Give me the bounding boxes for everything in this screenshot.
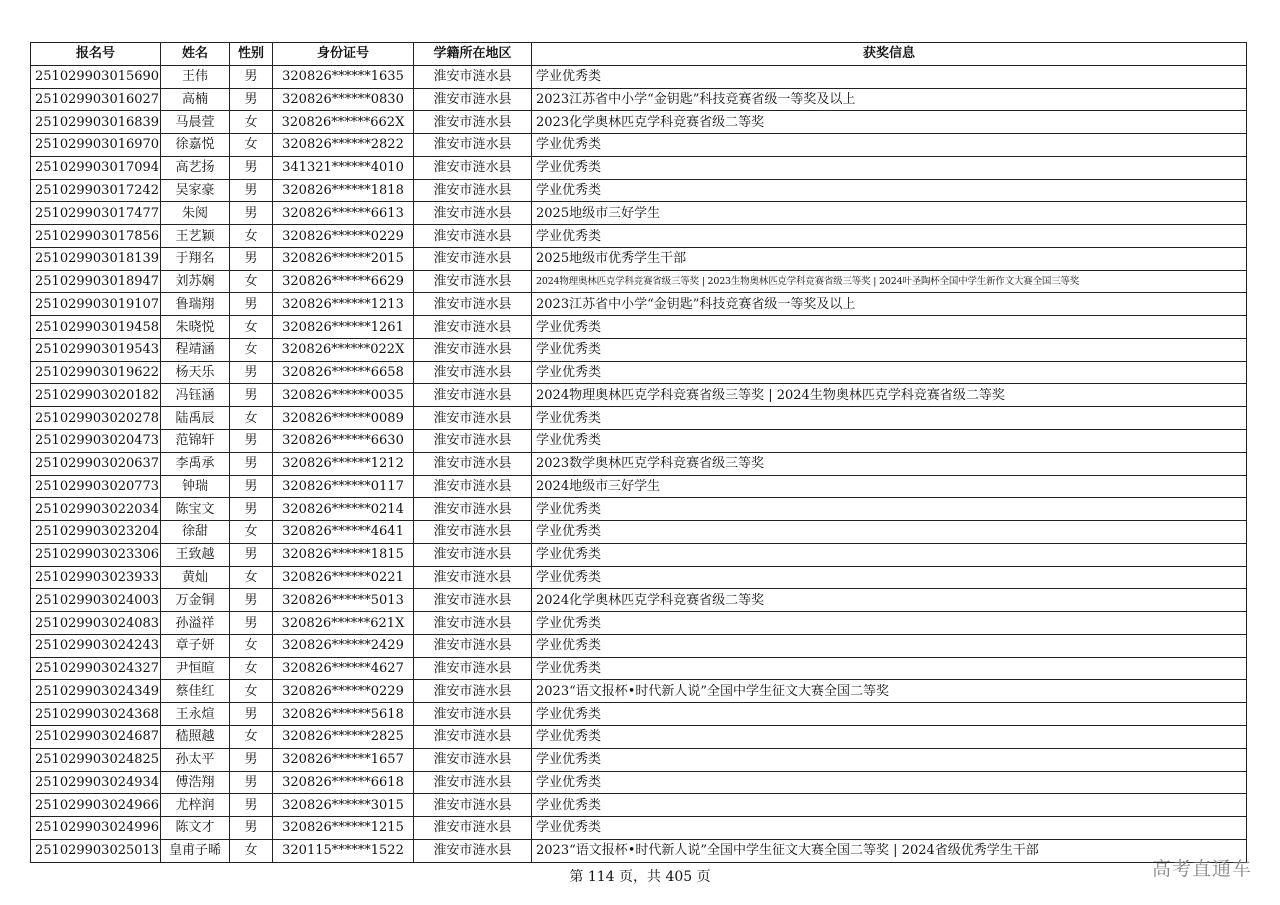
table-body (31, 65, 1247, 862)
cell-region: 淮安市涟水县 (414, 134, 532, 157)
cell-gender: 男 (230, 612, 273, 635)
cell-name: 孙溢祥 (161, 612, 230, 635)
cell-name: 黄灿 (161, 566, 230, 589)
cell-award-info: 学业优秀类 (532, 225, 1247, 248)
cell-registration-number: 251029903023204 (31, 521, 161, 544)
table-row (31, 407, 1247, 430)
cell-name: 章子妍 (161, 634, 230, 657)
cell-id-number: 320826******5618 (273, 703, 414, 726)
cell-award-info: 学业优秀类 (532, 703, 1247, 726)
cell-gender: 男 (230, 794, 273, 817)
table-row (31, 725, 1247, 748)
table-row (31, 475, 1247, 498)
cell-region: 淮安市涟水县 (414, 338, 532, 361)
table-row (31, 316, 1247, 339)
cell-gender: 男 (230, 543, 273, 566)
cell-id-number: 320826******2015 (273, 247, 414, 270)
cell-registration-number: 251029903024003 (31, 589, 161, 612)
cell-region: 淮安市涟水县 (414, 452, 532, 475)
cell-gender: 男 (230, 384, 273, 407)
cell-registration-number: 251029903019107 (31, 293, 161, 316)
cell-gender: 男 (230, 430, 273, 453)
cell-name: 陆禹辰 (161, 407, 230, 430)
table-row (31, 566, 1247, 589)
cell-id-number: 320826******1818 (273, 179, 414, 202)
cell-name: 钟瑞 (161, 475, 230, 498)
cell-id-number: 320826******4627 (273, 657, 414, 680)
cell-gender: 女 (230, 270, 273, 293)
cell-registration-number: 251029903016027 (31, 88, 161, 111)
cell-name: 刘苏娴 (161, 270, 230, 293)
cell-registration-number: 251029903018139 (31, 247, 161, 270)
cell-registration-number: 251029903017477 (31, 202, 161, 225)
cell-gender: 女 (230, 839, 273, 862)
cell-name: 程靖涵 (161, 338, 230, 361)
cell-gender: 男 (230, 817, 273, 840)
table-row (31, 134, 1247, 157)
cell-region: 淮安市涟水县 (414, 225, 532, 248)
table-row (31, 225, 1247, 248)
cell-registration-number: 251029903016839 (31, 111, 161, 134)
table-row (31, 247, 1247, 270)
cell-region: 淮安市涟水县 (414, 293, 532, 316)
cell-award-info: 2025地级市三好学生 (532, 202, 1247, 225)
cell-region: 淮安市涟水县 (414, 703, 532, 726)
cell-name: 徐甜 (161, 521, 230, 544)
table-row (31, 771, 1247, 794)
cell-gender: 男 (230, 202, 273, 225)
cell-gender: 男 (230, 65, 273, 88)
cell-region: 淮安市涟水县 (414, 771, 532, 794)
header-registration-number: 报名号 (31, 43, 161, 66)
page-footer: 第 114 页，共 405 页 (569, 869, 711, 885)
cell-name: 嵇照越 (161, 725, 230, 748)
cell-gender: 男 (230, 475, 273, 498)
table-row (31, 270, 1247, 293)
cell-registration-number: 251029903017856 (31, 225, 161, 248)
watermark: 高考直通车 (1151, 858, 1252, 880)
header-gender: 性别 (230, 43, 273, 66)
cell-name: 皇甫子晞 (161, 839, 230, 862)
cell-region: 淮安市涟水县 (414, 156, 532, 179)
header-name: 姓名 (161, 43, 230, 66)
cell-award-info: 学业优秀类 (532, 65, 1247, 88)
cell-award-info: 学业优秀类 (532, 748, 1247, 771)
table-row (31, 657, 1247, 680)
cell-id-number: 320826******4641 (273, 521, 414, 544)
table-row (31, 452, 1247, 475)
cell-region: 淮安市涟水县 (414, 316, 532, 339)
cell-award-info: 学业优秀类 (532, 407, 1247, 430)
cell-name: 徐嘉悦 (161, 134, 230, 157)
cell-registration-number: 251029903015690 (31, 65, 161, 88)
cell-id-number: 320826******0229 (273, 680, 414, 703)
cell-registration-number: 251029903019458 (31, 316, 161, 339)
table-row (31, 111, 1247, 134)
table-row (31, 156, 1247, 179)
cell-region: 淮安市涟水县 (414, 657, 532, 680)
cell-id-number: 320826******662X (273, 111, 414, 134)
cell-award-info: 学业优秀类 (532, 817, 1247, 840)
table-row (31, 634, 1247, 657)
cell-name: 尹恒暄 (161, 657, 230, 680)
cell-region: 淮安市涟水县 (414, 612, 532, 635)
cell-gender: 男 (230, 361, 273, 384)
cell-gender: 女 (230, 725, 273, 748)
cell-registration-number: 251029903025013 (31, 839, 161, 862)
cell-id-number: 320826******1635 (273, 65, 414, 88)
cell-award-info: 2023化学奥林匹克学科竞赛省级二等奖 (532, 111, 1247, 134)
cell-registration-number: 251029903024243 (31, 634, 161, 657)
cell-registration-number: 251029903018947 (31, 270, 161, 293)
cell-award-info: 2025地级市优秀学生干部 (532, 247, 1247, 270)
cell-name: 王艺颖 (161, 225, 230, 248)
cell-id-number: 320826******6629 (273, 270, 414, 293)
table-row (31, 543, 1247, 566)
cell-region: 淮安市涟水县 (414, 634, 532, 657)
cell-id-number: 320826******2825 (273, 725, 414, 748)
table-row (31, 612, 1247, 635)
cell-award-info: 学业优秀类 (532, 612, 1247, 635)
cell-id-number: 320826******1213 (273, 293, 414, 316)
cell-name: 吴家豪 (161, 179, 230, 202)
cell-registration-number: 251029903019543 (31, 338, 161, 361)
cell-region: 淮安市涟水县 (414, 384, 532, 407)
cell-gender: 男 (230, 589, 273, 612)
cell-id-number: 320826******3015 (273, 794, 414, 817)
cell-award-info: 学业优秀类 (532, 771, 1247, 794)
cell-id-number: 320826******1215 (273, 817, 414, 840)
cell-registration-number: 251029903022034 (31, 498, 161, 521)
cell-award-info: 学业优秀类 (532, 498, 1247, 521)
table-row (31, 839, 1247, 862)
cell-gender: 女 (230, 680, 273, 703)
cell-region: 淮安市涟水县 (414, 88, 532, 111)
cell-award-info: 学业优秀类 (532, 543, 1247, 566)
table-row (31, 361, 1247, 384)
cell-gender: 男 (230, 748, 273, 771)
cell-gender: 女 (230, 225, 273, 248)
cell-award-info: 学业优秀类 (532, 725, 1247, 748)
cell-name: 于翔名 (161, 247, 230, 270)
cell-region: 淮安市涟水县 (414, 407, 532, 430)
table-row (31, 293, 1247, 316)
cell-id-number: 320826******5013 (273, 589, 414, 612)
cell-gender: 女 (230, 338, 273, 361)
cell-id-number: 320826******1261 (273, 316, 414, 339)
cell-id-number: 320826******0229 (273, 225, 414, 248)
cell-award-info: 2023“语文报杯•时代新人说”全国中学生征文大赛全国二等奖 | 2024省级优秀学生干部 (532, 839, 1247, 862)
cell-registration-number: 251029903024966 (31, 794, 161, 817)
cell-id-number: 320826******6630 (273, 430, 414, 453)
cell-region: 淮安市涟水县 (414, 65, 532, 88)
cell-id-number: 320826******1212 (273, 452, 414, 475)
table-row (31, 88, 1247, 111)
cell-region: 淮安市涟水县 (414, 111, 532, 134)
table-row (31, 521, 1247, 544)
cell-award-info: 2023江苏省中小学“金钥匙”科技竞赛省级一等奖及以上 (532, 293, 1247, 316)
cell-id-number: 320826******2429 (273, 634, 414, 657)
cell-registration-number: 251029903024083 (31, 612, 161, 635)
cell-award-info: 2024物理奥林匹克学科竞赛省级三等奖 | 2024生物奥林匹克学科竞赛省级二等奖 (532, 384, 1247, 407)
cell-region: 淮安市涟水县 (414, 543, 532, 566)
cell-gender: 女 (230, 134, 273, 157)
cell-id-number: 320826******621X (273, 612, 414, 635)
cell-name: 王永煊 (161, 703, 230, 726)
cell-registration-number: 251029903020278 (31, 407, 161, 430)
cell-region: 淮安市涟水县 (414, 725, 532, 748)
award-table (30, 42, 1247, 863)
table-row (31, 703, 1247, 726)
cell-award-info: 2023江苏省中小学“金钥匙”科技竞赛省级一等奖及以上 (532, 88, 1247, 111)
cell-gender: 男 (230, 179, 273, 202)
cell-region: 淮安市涟水县 (414, 589, 532, 612)
cell-id-number: 320826******0089 (273, 407, 414, 430)
cell-id-number: 320826******0117 (273, 475, 414, 498)
cell-registration-number: 251029903024368 (31, 703, 161, 726)
cell-award-info: 2023数学奥林匹克学科竞赛省级三等奖 (532, 452, 1247, 475)
cell-registration-number: 251029903020182 (31, 384, 161, 407)
cell-name: 万金铜 (161, 589, 230, 612)
cell-gender: 男 (230, 498, 273, 521)
cell-registration-number: 251029903024825 (31, 748, 161, 771)
cell-registration-number: 251029903024687 (31, 725, 161, 748)
cell-id-number: 320826******0035 (273, 384, 414, 407)
cell-region: 淮安市涟水县 (414, 498, 532, 521)
table-row (31, 202, 1247, 225)
cell-gender: 女 (230, 316, 273, 339)
cell-award-info: 学业优秀类 (532, 316, 1247, 339)
cell-name: 高艺扬 (161, 156, 230, 179)
cell-registration-number: 251029903016970 (31, 134, 161, 157)
table-row (31, 338, 1247, 361)
cell-region: 淮安市涟水县 (414, 361, 532, 384)
cell-region: 淮安市涟水县 (414, 521, 532, 544)
table-row (31, 430, 1247, 453)
table-row (31, 748, 1247, 771)
cell-region: 淮安市涟水县 (414, 794, 532, 817)
cell-registration-number: 251029903020637 (31, 452, 161, 475)
cell-registration-number: 251029903019622 (31, 361, 161, 384)
cell-region: 淮安市涟水县 (414, 817, 532, 840)
cell-name: 杨天乐 (161, 361, 230, 384)
cell-registration-number: 251029903020773 (31, 475, 161, 498)
cell-id-number: 320826******0221 (273, 566, 414, 589)
cell-gender: 女 (230, 521, 273, 544)
table-row (31, 384, 1247, 407)
cell-name: 尤梓润 (161, 794, 230, 817)
cell-gender: 男 (230, 88, 273, 111)
cell-region: 淮安市涟水县 (414, 566, 532, 589)
cell-name: 冯钰涵 (161, 384, 230, 407)
cell-region: 淮安市涟水县 (414, 247, 532, 270)
cell-registration-number: 251029903024349 (31, 680, 161, 703)
cell-region: 淮安市涟水县 (414, 430, 532, 453)
cell-registration-number: 251029903024996 (31, 817, 161, 840)
cell-name: 傅浩翔 (161, 771, 230, 794)
cell-gender: 女 (230, 657, 273, 680)
cell-award-info: 学业优秀类 (532, 634, 1247, 657)
cell-award-info: 学业优秀类 (532, 134, 1247, 157)
cell-award-info: 学业优秀类 (532, 794, 1247, 817)
cell-award-info: 2024物理奥林匹克学科竞赛省级三等奖 | 2023生物奥林匹克学科竞赛省级三等奖 | 2024叶圣陶杯全国中学生新作文大赛全国三等奖 (532, 270, 1247, 293)
cell-name: 王致越 (161, 543, 230, 566)
cell-region: 淮安市涟水县 (414, 202, 532, 225)
table-row (31, 179, 1247, 202)
cell-gender: 男 (230, 703, 273, 726)
cell-registration-number: 251029903024327 (31, 657, 161, 680)
table-row (31, 794, 1247, 817)
cell-id-number: 320826******0830 (273, 88, 414, 111)
cell-name: 马晨萱 (161, 111, 230, 134)
cell-gender: 男 (230, 293, 273, 316)
table-row (31, 498, 1247, 521)
cell-name: 朱阅 (161, 202, 230, 225)
cell-award-info: 学业优秀类 (532, 361, 1247, 384)
cell-name: 孙太平 (161, 748, 230, 771)
cell-award-info: 学业优秀类 (532, 521, 1247, 544)
cell-name: 陈文才 (161, 817, 230, 840)
cell-gender: 男 (230, 247, 273, 270)
cell-name: 蔡佳红 (161, 680, 230, 703)
cell-gender: 男 (230, 156, 273, 179)
cell-registration-number: 251029903017242 (31, 179, 161, 202)
cell-registration-number: 251029903023306 (31, 543, 161, 566)
cell-registration-number: 251029903020473 (31, 430, 161, 453)
table-row (31, 817, 1247, 840)
cell-name: 高楠 (161, 88, 230, 111)
header-award-info: 获奖信息 (532, 43, 1247, 66)
cell-award-info: 学业优秀类 (532, 430, 1247, 453)
cell-gender: 男 (230, 452, 273, 475)
cell-name: 朱晓悦 (161, 316, 230, 339)
cell-award-info: 学业优秀类 (532, 657, 1247, 680)
cell-id-number: 320826******022X (273, 338, 414, 361)
cell-id-number: 320826******6613 (273, 202, 414, 225)
table-row (31, 589, 1247, 612)
cell-award-info: 2024化学奥林匹克学科竞赛省级二等奖 (532, 589, 1247, 612)
cell-award-info: 学业优秀类 (532, 566, 1247, 589)
cell-gender: 男 (230, 771, 273, 794)
cell-gender: 女 (230, 566, 273, 589)
cell-id-number: 320826******6658 (273, 361, 414, 384)
cell-name: 陈宝文 (161, 498, 230, 521)
cell-name: 鲁瑞翔 (161, 293, 230, 316)
cell-region: 淮安市涟水县 (414, 475, 532, 498)
header-id-number: 身份证号 (273, 43, 414, 66)
cell-id-number: 320826******1815 (273, 543, 414, 566)
cell-award-info: 学业优秀类 (532, 156, 1247, 179)
cell-name: 李禹承 (161, 452, 230, 475)
cell-gender: 女 (230, 111, 273, 134)
cell-region: 淮安市涟水县 (414, 680, 532, 703)
table-row (31, 680, 1247, 703)
cell-id-number: 320826******1657 (273, 748, 414, 771)
table-row (31, 65, 1247, 88)
table-header-row (31, 43, 1247, 66)
cell-region: 淮安市涟水县 (414, 839, 532, 862)
header-region: 学籍所在地区 (414, 43, 532, 66)
cell-id-number: 320826******6618 (273, 771, 414, 794)
cell-award-info: 2023“语文报杯•时代新人说”全国中学生征文大赛全国二等奖 (532, 680, 1247, 703)
cell-registration-number: 251029903023933 (31, 566, 161, 589)
cell-award-info: 学业优秀类 (532, 338, 1247, 361)
cell-id-number: 320115******1522 (273, 839, 414, 862)
cell-id-number: 320826******0214 (273, 498, 414, 521)
cell-region: 淮安市涟水县 (414, 748, 532, 771)
cell-region: 淮安市涟水县 (414, 270, 532, 293)
cell-award-info: 学业优秀类 (532, 179, 1247, 202)
cell-name: 王伟 (161, 65, 230, 88)
cell-id-number: 341321******4010 (273, 156, 414, 179)
cell-award-info: 2024地级市三好学生 (532, 475, 1247, 498)
cell-registration-number: 251029903017094 (31, 156, 161, 179)
cell-id-number: 320826******2822 (273, 134, 414, 157)
cell-region: 淮安市涟水县 (414, 179, 532, 202)
cell-gender: 女 (230, 407, 273, 430)
cell-gender: 女 (230, 634, 273, 657)
cell-name: 范锦轩 (161, 430, 230, 453)
cell-registration-number: 251029903024934 (31, 771, 161, 794)
